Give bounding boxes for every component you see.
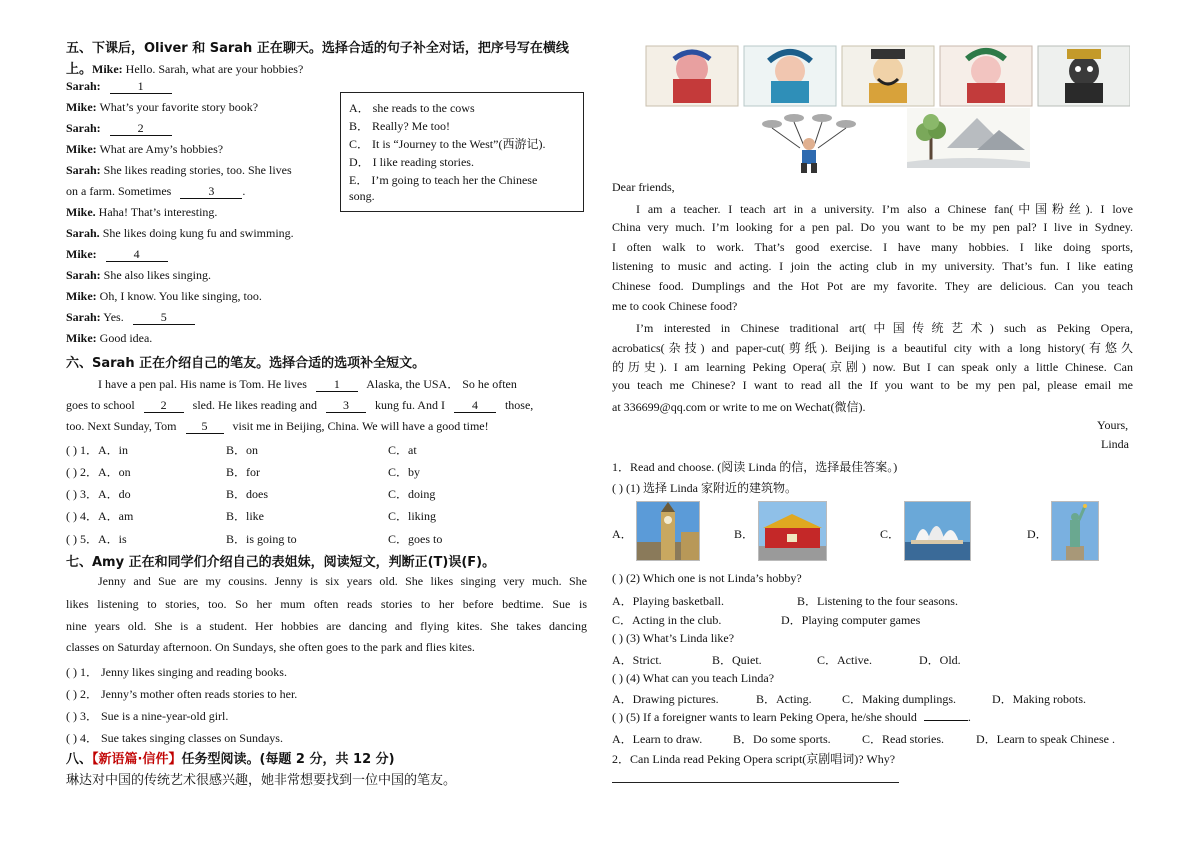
dialog-line-14: [66, 331, 152, 346]
dialog-line-2: [66, 79, 172, 94]
q1-2-opt-c: C．Acting in the club.: [612, 613, 722, 627]
letter-greeting: Dear friends,: [612, 180, 675, 194]
text: Alaska, the USA． So he often: [366, 377, 517, 391]
peking-opera-masks-strip: [645, 45, 1130, 107]
s7-para-line-4: classes on Saturday afternoon. On Sundays, she often goes to the park and flies kites.: [66, 640, 475, 654]
letter-line-6: me to cook Chinese food?: [612, 299, 738, 313]
blank-1[interactable]: 1: [316, 378, 358, 392]
option-b: B．like: [226, 509, 264, 523]
dialog-text: What’s your favorite story book?: [99, 100, 259, 114]
opera-mask-1: [646, 46, 738, 106]
letter-line-3: I often walk to work. That’s good exercise. I have many hobbies. I like doing sports,: [612, 239, 1133, 254]
dialog-text: She also likes singing.: [103, 268, 212, 282]
tf-item-4[interactable]: ( ) 4． Sue takes singing classes on Sundays.: [66, 731, 283, 745]
question-stem: ( ) 5．A．is: [66, 532, 127, 546]
option-b: B．for: [226, 465, 260, 479]
option-a: A． she reads to the cows: [349, 101, 475, 115]
q1-5-opt-c: C．Read stories.: [862, 732, 944, 746]
speaker: Sarah:: [66, 310, 101, 324]
dialog-text: Hello. Sarah, what are your hobbies?: [125, 62, 304, 76]
dialog-line-1: [66, 58, 303, 77]
text: those,: [504, 398, 534, 412]
speaker: Mike:: [66, 331, 97, 345]
question-stem: ( ) 2．A．on: [66, 465, 131, 479]
s7-para-line-3: nine years old. She is a student. Her hobbies are dancing and flying kites. She takes dancing: [66, 619, 587, 633]
pic-label-b: B．: [734, 527, 755, 541]
dialog-blank-2[interactable]: 2: [110, 122, 172, 136]
dialog-line-9: [66, 226, 294, 241]
big-ben-picture[interactable]: [636, 501, 700, 561]
pic-label-c: C．: [880, 527, 901, 541]
dialog-blank-5[interactable]: 5: [133, 311, 195, 325]
letter-line-4: listening to music and acting. I join the acting club in my university. That’s fun. I like eating: [612, 259, 1133, 274]
tf-item-2[interactable]: ( ) 2． Jenny’s mother often reads stories to her.: [66, 687, 298, 701]
dialog-blank-4[interactable]: 4: [106, 248, 168, 262]
opera-mask-2: [744, 46, 836, 106]
tf-item-3[interactable]: ( ) 3． Sue is a nine-year-old girl.: [66, 709, 229, 723]
speaker: Sarah:: [66, 79, 101, 93]
letter-closing: Yours,: [1097, 418, 1129, 432]
speaker: Mike:: [66, 289, 97, 303]
letter-line-5: Chinese food. Dumplings and the Hot Pot are my favorite. They are delicious. Can you teach: [612, 279, 1133, 294]
option-c: C．goes to: [388, 532, 443, 546]
dialog-line-6: [66, 163, 292, 178]
option-d: D． I like reading stories.: [349, 155, 474, 169]
option-c: C． It is “Journey to the West”(西游记).: [349, 137, 546, 151]
s6-para-line-2: [66, 398, 533, 413]
q1-4-opt-d: D．Making robots.: [992, 692, 1086, 706]
q1-2-opt-a: A．Playing basketball.: [612, 594, 724, 608]
dialog-line-5: [66, 142, 223, 157]
letter-line-1: I am a teacher. I teach art in a university. I’m also a Chinese fan(中国粉丝). I love: [636, 202, 1133, 216]
q1-2[interactable]: ( ) (2) Which one is not Linda’s hobby?: [612, 571, 802, 585]
statue-of-liberty-picture[interactable]: [1051, 501, 1099, 561]
text: sled. He likes reading and: [192, 398, 317, 412]
option-e: E． I’m going to teach her the Chinese: [349, 173, 538, 187]
option-b: B．does: [226, 487, 269, 501]
dialog-line-12: [66, 289, 262, 304]
dialog-line-10: [66, 247, 168, 262]
q1-4-opt-b: B．Acting.: [756, 692, 812, 706]
q1-3-opt-d: D．Old.: [919, 653, 961, 667]
opera-mask-4: [940, 46, 1032, 106]
option-b: B． Really? Me too!: [349, 119, 450, 133]
letter-signature: Linda: [1101, 437, 1129, 451]
q1-3-opt-a: A．Strict.: [612, 653, 662, 667]
dialog-text: Oh, I know. You like singing, too.: [99, 289, 262, 303]
text: kung fu. And I: [374, 398, 445, 412]
tf-item-1[interactable]: ( ) 1． Jenny likes singing and reading books.: [66, 665, 287, 679]
dialog-text: She likes reading stories, too. She lives: [103, 163, 292, 177]
q1-title: 1．Read and choose. (阅读 Linda 的信，选择最佳答案。): [612, 460, 898, 474]
q1-4-opt-a: A．Drawing pictures.: [612, 692, 719, 706]
letter-line-9: 的历史). I am learning Peking Opera(京剧) now. But I can speak only a little Chinese. Can: [612, 360, 1133, 375]
q1-5-opt-b: B．Do some sports.: [733, 732, 831, 746]
q1-4[interactable]: ( ) (4) What can you teach Linda?: [612, 671, 775, 685]
q2-answer-line[interactable]: [612, 782, 899, 783]
s6-para-line-1: [98, 375, 517, 392]
option-e-cont: song.: [349, 189, 375, 203]
option-c: C．liking: [388, 509, 437, 523]
q1-5-opt-d: D．Learn to speak Chinese .: [976, 732, 1115, 746]
question-stem: ( ) 3．A．do: [66, 487, 131, 501]
blank-2[interactable]: 2: [144, 399, 184, 413]
section5-title: 五、下课后，Oliver 和 Sarah 正在聊天。选择合适的句子补全对话，把序号写在横线: [66, 41, 569, 56]
q1-4-opt-c: C．Making dumplings.: [842, 692, 957, 706]
blank-3[interactable]: 3: [326, 399, 366, 413]
blank-5[interactable]: 5: [186, 420, 224, 434]
dialog-line-3: [66, 100, 258, 115]
dialog-text: Haha! That’s interesting.: [98, 205, 218, 219]
dialog-text: She likes doing kung fu and swimming.: [102, 226, 294, 240]
question-stem: ( ) 4．A．am: [66, 509, 134, 523]
dialog-punct: .: [242, 184, 246, 198]
option-c: C．at: [388, 443, 417, 457]
letter-line-2: China very much. I’m looking for a pen pal. Do you want to be my pen pal? I live in Sydney.: [612, 219, 1133, 234]
dialog-line-13: [66, 310, 195, 325]
title-tag: 【新语篇·信件】: [92, 752, 182, 767]
tiananmen-picture[interactable]: [758, 501, 827, 561]
speaker: Mike.: [66, 205, 96, 219]
text: too. Next Sunday, Tom: [66, 419, 177, 433]
title-suffix: 任务型阅读。(每题 2 分，共 12 分): [181, 752, 395, 767]
letter-line-7: I’m interested in Chinese traditional art(中国传统艺术) such as Peking Opera,: [636, 320, 1133, 335]
section7-title: 七、Amy 正在和同学们介绍自己的表姐妹，阅读短文，判断正(T)误(F)。: [66, 555, 496, 570]
dialog-text: on a farm. Sometimes: [66, 184, 172, 198]
q1-1[interactable]: ( ) (1) 选择 Linda 家附近的建筑物。: [612, 481, 797, 495]
dialog-line-4: [66, 121, 172, 136]
s6-para-line-3: [66, 419, 489, 434]
section5-title-cont: 上。: [66, 62, 93, 77]
option-b: B．on: [226, 443, 259, 457]
chinese-landscape-painting: [907, 108, 1030, 168]
dialog-blank-1[interactable]: 1: [110, 80, 172, 94]
text: I have a pen pal. His name is Tom. He lives: [98, 377, 307, 391]
dialog-text: Yes.: [103, 310, 124, 324]
opera-mask-5: [1038, 46, 1130, 106]
acrobat-plate-spinning-image: [760, 110, 860, 175]
speaker: Sarah.: [66, 226, 100, 240]
pic-label-d: D．: [1027, 527, 1048, 541]
speaker: Mike:: [66, 247, 97, 261]
speaker: Sarah:: [66, 121, 101, 135]
section8-title: [66, 748, 395, 767]
options-box: [340, 92, 584, 212]
q1-3-opt-b: B．Quiet.: [712, 653, 762, 667]
blank-4[interactable]: 4: [454, 399, 496, 413]
s7-para-line-1: Jenny and Sue are my cousins. Jenny is six years old. She likes singing very much. She: [98, 574, 587, 588]
q1-5-text: ( ) (5) If a foreigner wants to learn Peking Opera, he/she should: [612, 710, 917, 724]
speaker: Sarah:: [66, 268, 101, 282]
q1-2-opt-b: B．Listening to the four seasons.: [797, 594, 958, 608]
q1-3[interactable]: ( ) (3) What’s Linda like?: [612, 631, 735, 645]
speaker: Sarah:: [66, 163, 101, 177]
dialog-line-7: [66, 184, 245, 199]
q1-2-opt-d: D．Playing computer games: [781, 613, 921, 627]
sydney-opera-house-picture[interactable]: [904, 501, 971, 561]
q1-5-opt-a: A．Learn to draw.: [612, 732, 703, 746]
letter-line-10: you teach me Chinese? I want to read all the If you want to be my pen pal, please email me: [612, 378, 1133, 393]
question-stem: ( ) 1．A．in: [66, 443, 128, 457]
option-c: C．doing: [388, 487, 436, 501]
letter-line-11: at 336699@qq.com or write to me on Wechat(微信).: [612, 400, 866, 414]
letter-line-8: acrobatics(杂技) and paper-cut(剪纸). Beijing is a beautiful city with a long history(有悠久: [612, 340, 1133, 355]
q1-3-opt-c: C．Active.: [817, 653, 872, 667]
q2: 2．Can Linda read Peking Opera script(京剧唱词)? Why?: [612, 752, 896, 766]
dialog-blank-3[interactable]: 3: [180, 185, 242, 199]
text: visit me in Beijing, China. We will have a good time!: [232, 419, 489, 433]
speaker: Mike:: [66, 142, 97, 156]
dialog-text: Good idea.: [99, 331, 153, 345]
section6-title: 六、Sarah 正在介绍自己的笔友。选择合适的选项补全短文。: [66, 356, 426, 371]
speaker: Mike:: [66, 100, 97, 114]
opera-mask-3: [842, 46, 934, 106]
section8-intro: 琳达对中国的传统艺术很感兴趣，她非常想要找到一位中国的笔友。: [66, 773, 457, 788]
s7-para-line-2: likes listening to stories, too. So her mum often reads stories to her before bedtime. Sue is: [66, 597, 587, 611]
pic-label-a: A．: [612, 527, 633, 541]
speaker: Mike:: [92, 62, 123, 76]
q1-5[interactable]: ( ) (5) If a foreigner wants to learn Peking Opera, he/she should .: [612, 710, 971, 724]
text: goes to school: [66, 398, 135, 412]
option-c: C．by: [388, 465, 421, 479]
q1-5-blank[interactable]: [924, 720, 968, 721]
title-prefix: 八、: [66, 752, 93, 767]
dialog-line-11: [66, 268, 211, 283]
option-b: B．is going to: [226, 532, 297, 546]
dialog-line-8: [66, 205, 217, 220]
dialog-text: What are Amy’s hobbies?: [99, 142, 224, 156]
